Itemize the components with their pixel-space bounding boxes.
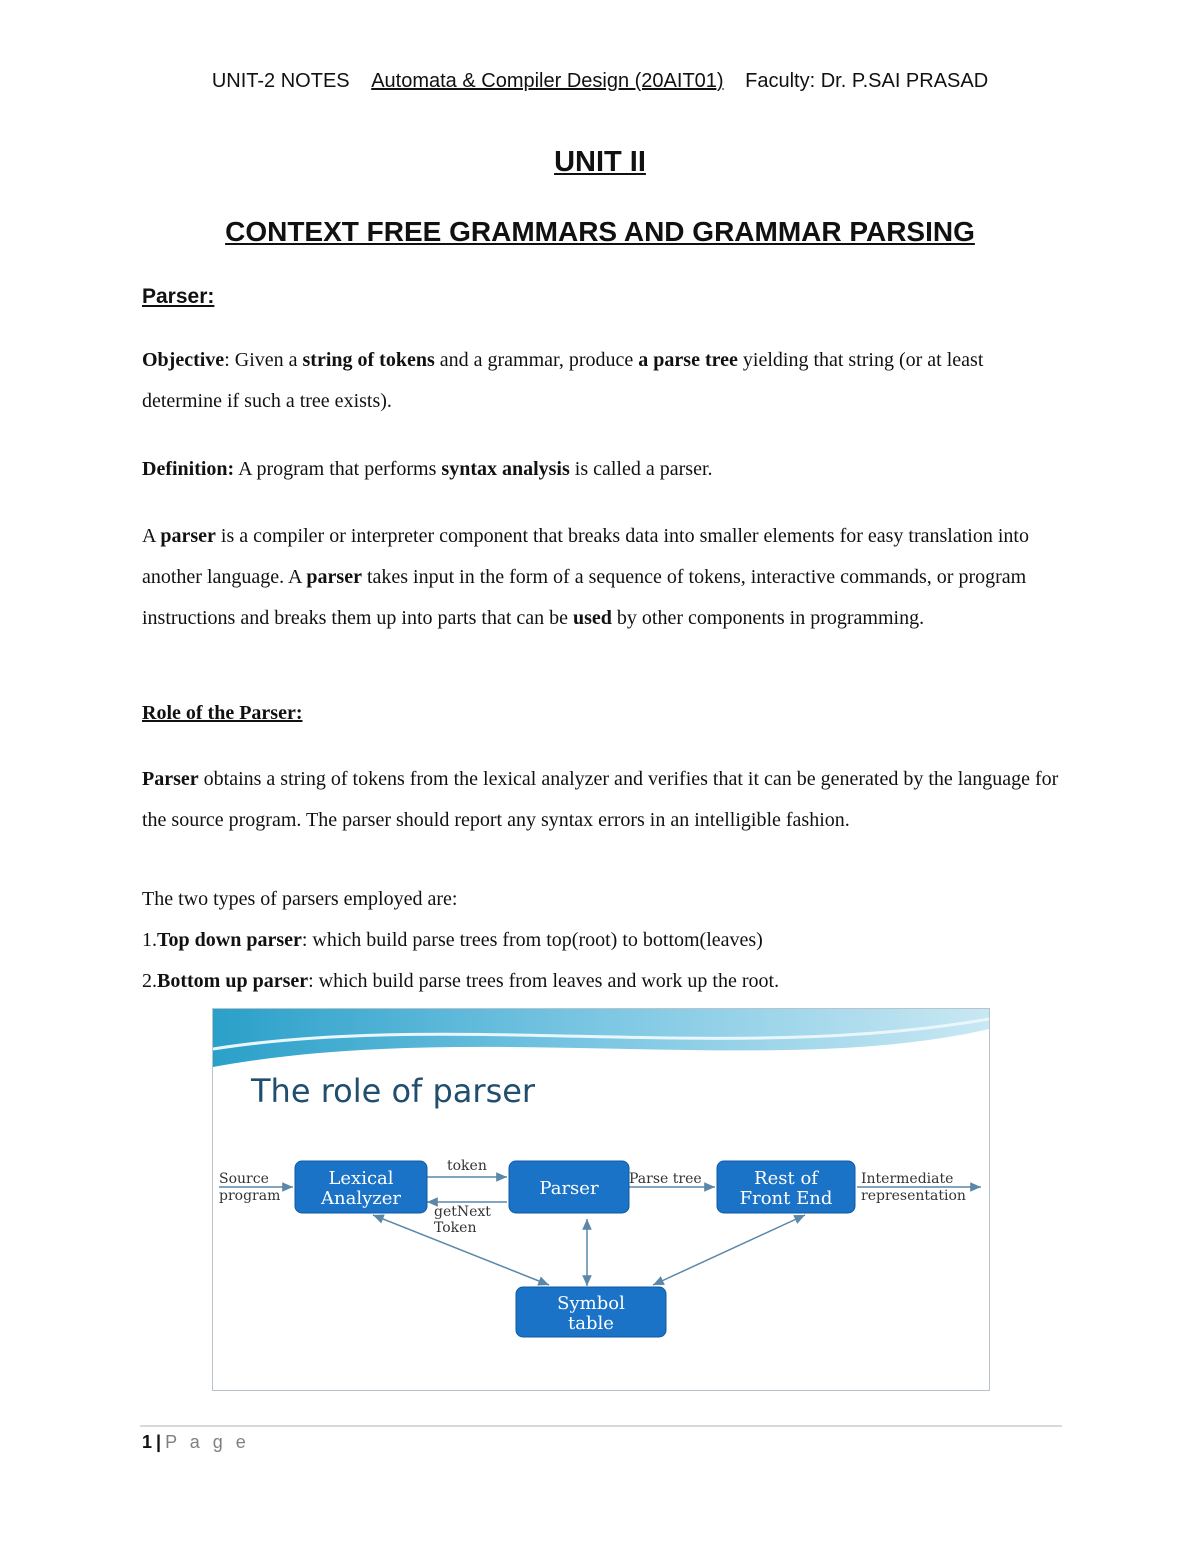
objective-text-3: yielding that string (or at least determine if such a tree exists).: [142, 349, 984, 412]
label-getnext-token: Token: [434, 1220, 477, 1236]
type-number: 1.: [142, 929, 157, 951]
parser-role-diagram: [213, 1009, 989, 1390]
objective-paragraph: [142, 340, 1060, 422]
main-title: CONTEXT FREE GRAMMARS AND GRAMMAR PARSING: [225, 216, 975, 247]
footer-separator: |: [156, 1432, 162, 1452]
symbol-box-label-2: table: [568, 1313, 614, 1334]
role-heading: Role of the Parser:: [142, 702, 303, 724]
definition-bold-1: syntax analysis: [441, 458, 570, 480]
parser-heading: Parser:: [142, 285, 215, 308]
figure-title: The role of parser: [251, 1072, 536, 1110]
objective-bold-1: string of tokens: [302, 349, 435, 371]
objective-text-2: and a grammar, produce: [434, 349, 639, 371]
lexical-box-label-2: Analyzer: [321, 1188, 401, 1209]
description-bold-3: used: [573, 607, 612, 629]
role-text-1: obtains a string of tokens from the lexical analyzer and verifies that it can be generated by the language for the source program. The parser should report any syntax errors in an intelligible fashion.: [142, 768, 1059, 831]
label-parse-tree: Parse tree: [629, 1171, 702, 1187]
rest-box-label-2: Front End: [739, 1188, 833, 1209]
parser-box-label: Parser: [539, 1178, 599, 1199]
header-unit-notes: UNIT-2 NOTES: [211, 70, 350, 92]
type-number: 2.: [142, 970, 157, 992]
definition-text-1: A program that performs: [234, 458, 442, 480]
type-item-top-down: [142, 929, 763, 952]
description-text-4: by other components in programming.: [611, 607, 925, 629]
unit-title: UNIT II: [554, 146, 646, 178]
lexical-box-label-1: Lexical: [328, 1168, 394, 1189]
type-desc: : which build parse trees from leaves and work up the root.: [308, 970, 780, 992]
description-bold-1: parser: [160, 525, 216, 547]
symbol-box-label-1: Symbol: [557, 1293, 625, 1314]
page-header: [0, 70, 1200, 93]
header-course: Automata & Compiler Design (20AIT01): [371, 70, 724, 92]
page-number: 1: [142, 1432, 153, 1452]
label-token: token: [447, 1158, 487, 1174]
label-representation: representation: [861, 1188, 966, 1204]
page-footer: [142, 1432, 250, 1453]
label-intermediate: Intermediate: [861, 1171, 954, 1187]
definition-text-2: is called a parser.: [569, 458, 713, 480]
types-intro: The two types of parsers employed are:: [142, 888, 458, 910]
definition-label: Definition:: [142, 458, 235, 480]
definition-paragraph: [142, 449, 1060, 490]
parser-role-figure: [212, 1008, 990, 1391]
type-desc: : which build parse trees from top(root) to bottom(leaves): [301, 929, 763, 951]
description-text-1: A: [142, 525, 161, 547]
objective-bold-2: a parse tree: [638, 349, 738, 371]
description-paragraph: [142, 516, 1060, 639]
description-text-2: is a compiler or interpreter component that breaks data into smaller elements for easy translation into another language. A: [142, 525, 1029, 588]
label-getnext: getNext: [434, 1204, 491, 1220]
role-bold-1: Parser: [142, 768, 199, 790]
description-bold-2: parser: [306, 566, 362, 588]
description-text-3: takes input in the form of a sequence of tokens, interactive commands, or program instructions and breaks them up into parts that can be: [142, 566, 1027, 629]
arrow-rest-symbol: [653, 1215, 805, 1285]
header-faculty: Faculty: Dr. P.SAI PRASAD: [745, 70, 989, 92]
type-item-bottom-up: [142, 970, 779, 993]
label-program: program: [219, 1188, 281, 1204]
footer-divider: [140, 1425, 1062, 1427]
role-paragraph: [142, 759, 1060, 841]
label-source: Source: [219, 1171, 269, 1187]
type-name: Top down parser: [157, 929, 302, 951]
type-name: Bottom up parser: [157, 970, 309, 992]
objective-text-1: : Given a: [224, 349, 303, 371]
page-label: P a g e: [165, 1432, 250, 1452]
objective-label: Objective: [142, 349, 225, 371]
rest-box-label-1: Rest of: [754, 1168, 818, 1189]
